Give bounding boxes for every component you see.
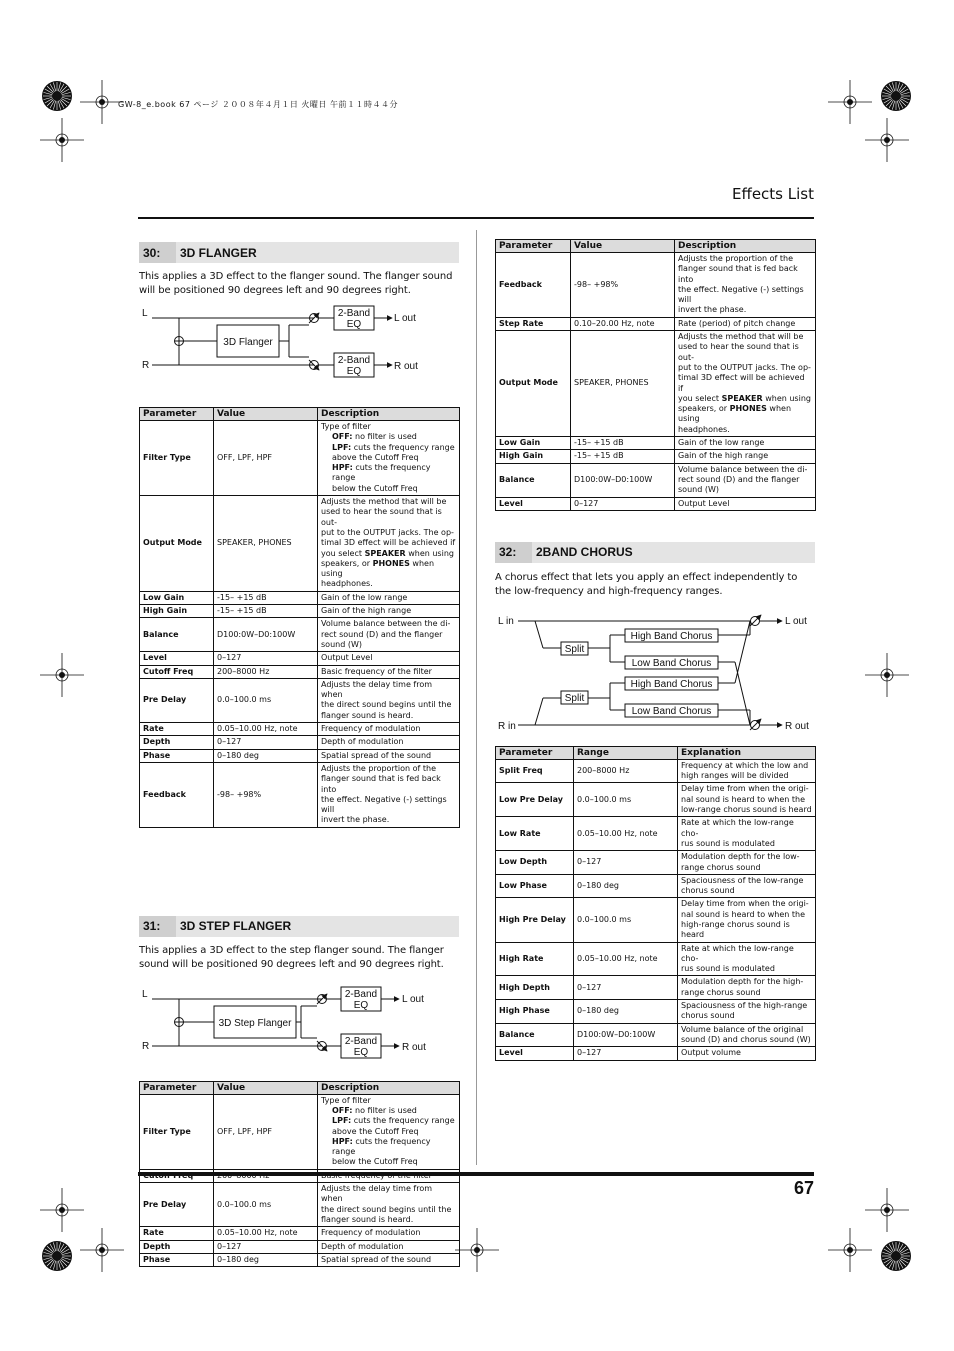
description-line: HPF: cuts the frequency range [332, 1136, 431, 1157]
description-line: you select SPEAKER when using [321, 548, 454, 558]
description-line: Delay time from when the origi- [681, 899, 809, 909]
diagram-block-label: 3D Flanger [223, 337, 273, 348]
diagram-label-r: R [142, 1040, 150, 1052]
running-head: Effects List [732, 185, 814, 203]
param-value: 0.05–10.00 Hz, note [214, 723, 318, 736]
description-line: flanger sound that is fed back into [678, 264, 798, 284]
description-line: the effect. Negative (-) settings will [678, 284, 804, 305]
eq-label-top-1: 2-Band [337, 308, 371, 319]
description-line: Output volume [681, 1048, 741, 1058]
section-heading-3d-step-flanger [139, 916, 459, 937]
param-name: Phase [140, 749, 214, 762]
section-title: 3D FLANGER [180, 245, 257, 260]
description-line: Output Level [321, 653, 373, 663]
param-description [318, 496, 460, 592]
param-name: Level [496, 1047, 574, 1060]
param-name: Filter Type [140, 421, 214, 496]
description-line: Frequency of modulation [321, 724, 421, 734]
param-name: Level [140, 652, 214, 665]
param-description [678, 898, 816, 942]
description-line: the direct sound begins until the [321, 1204, 452, 1214]
description-line: headphones. [321, 579, 373, 589]
description-line: Frequency of modulation [321, 1228, 421, 1238]
param-name: Low Rate [496, 817, 574, 851]
book-info: GW-8_e.book 67 ページ ２００８年４月１日 火曜日 午前１１時４４分 [118, 100, 398, 109]
param-value: 0–180 deg [574, 874, 678, 898]
description-line: speakers, or PHONES when using [321, 558, 435, 579]
table-row [496, 817, 816, 851]
description-line: you select SPEAKER when using [678, 393, 811, 403]
section-description: A chorus effect that lets you apply an effect independently to the low-frequency and high-frequency ranges. [495, 571, 798, 597]
param-value: 0–127 [214, 652, 318, 665]
description-line: Gain of the high range [321, 606, 412, 616]
description-line: Rate at which the low-range cho- [681, 818, 794, 838]
table-row [140, 652, 460, 665]
right-column [495, 239, 815, 1061]
param-name: High Gain [140, 605, 214, 618]
description-line: rus sound is modulated [681, 964, 775, 974]
param-description [678, 759, 816, 783]
description-line: Modulation depth for the high- [681, 977, 804, 987]
diagram-label-l-in: L in [498, 615, 514, 627]
param-value: D100:0W–D0:100W [571, 463, 675, 497]
diagram-label-l-out: L out [402, 993, 424, 1005]
param-name: Balance [496, 1023, 574, 1047]
param-description [318, 1227, 460, 1240]
table-row [140, 665, 460, 678]
param-value: OFF, LPF, HPF [214, 421, 318, 496]
param-description [678, 874, 816, 898]
diagram-label-r-out: R out [785, 720, 809, 732]
description-line: OFF: no filter is used [332, 432, 417, 442]
description-line: speakers, or PHONES when using [678, 404, 792, 424]
description-line: above the Cutoff Freq [332, 452, 419, 462]
table-row [496, 497, 816, 510]
param-value: 0–180 deg [214, 1253, 318, 1266]
left-column [139, 242, 459, 1267]
column-header: Description [675, 240, 816, 253]
description-line: used to hear the sound that is out- [321, 507, 442, 527]
description-line: Adjusts the delay time from when [321, 679, 433, 700]
param-name: Split Freq [496, 759, 574, 783]
description-line: rect sound (D) and the flanger [321, 629, 443, 639]
description-line: nal sound is heard to when the [681, 909, 806, 919]
param-value: 0.0–100.0 ms [214, 678, 318, 722]
section-number: 30: [139, 242, 176, 263]
param-name: High Phase [496, 1000, 574, 1024]
param-description [675, 497, 816, 510]
description-line: put to the OUTPUT jacks. The op- [678, 362, 811, 372]
param-value: 0.05–10.00 Hz, note [214, 1227, 318, 1240]
param-name: High Rate [496, 942, 574, 976]
table-row [496, 898, 816, 942]
low-band-chorus-label: Low Band Chorus [631, 657, 712, 669]
description-line: rect sound (D) and the flanger [678, 474, 800, 484]
header-rule [138, 217, 814, 219]
param-description [678, 783, 816, 817]
param-description [675, 450, 816, 463]
param-name: Pre Delay [140, 1183, 214, 1227]
eq-label-top-2: EQ [346, 319, 362, 330]
footer-rule [138, 1172, 814, 1176]
description-line: nal sound is heard to when the [681, 794, 806, 804]
description-line: flanger sound is heard. [321, 710, 414, 720]
description-line: range chorus sound [681, 987, 761, 997]
param-value: D100:0W–D0:100W [214, 618, 318, 652]
param-description [318, 736, 460, 749]
table-row [140, 736, 460, 749]
eq-label-bottom-2: EQ [346, 366, 362, 377]
param-description [678, 817, 816, 851]
description-line: Adjusts the method that will be [678, 332, 804, 342]
description-line: Adjusts the proportion of the [678, 254, 793, 263]
table-row [496, 783, 816, 817]
param-name: Low Gain [496, 437, 571, 450]
param-name: Output Mode [496, 331, 571, 437]
description-line: Spaciousness of the low-range [681, 875, 804, 885]
param-name: Step Rate [496, 317, 571, 330]
split-label-bottom: Split [564, 692, 585, 704]
param-value: 200–8000 Hz [214, 665, 318, 678]
param-name: Depth [140, 1240, 214, 1253]
param-description [318, 1240, 460, 1253]
param-name: High Pre Delay [496, 898, 574, 942]
param-name: Balance [140, 618, 214, 652]
param-description [678, 851, 816, 875]
param-name: Phase [140, 1253, 214, 1266]
description-line: Basic frequency of the filter [321, 666, 432, 676]
param-name: Balance [496, 463, 571, 497]
description-line: chorus sound [681, 886, 735, 896]
column-header: Value [214, 1081, 318, 1094]
description-line: Gain of the low range [678, 438, 765, 448]
description-line: sound (W) [678, 485, 719, 495]
param-value: 0.0–100.0 ms [574, 783, 678, 817]
diagram-label-l: L [142, 988, 148, 1000]
table-row [496, 1000, 816, 1024]
param-name: Pre Delay [140, 678, 214, 722]
param-value: 0–127 [214, 736, 318, 749]
column-header: Explanation [678, 746, 816, 759]
description-line: Gain of the high range [678, 451, 769, 461]
param-value: 0.05–10.00 Hz, note [574, 942, 678, 976]
param-description [318, 1094, 460, 1169]
table-row [140, 618, 460, 652]
table-row [496, 253, 816, 318]
description-line: Spaciousness of the high-range [681, 1001, 808, 1011]
param-value: -15– +15 dB [214, 591, 318, 604]
param-description [675, 253, 816, 318]
description-line: above the Cutoff Freq [332, 1126, 419, 1136]
section-number: 31: [139, 916, 176, 937]
param-value: -98– +98% [214, 762, 318, 827]
param-description [318, 1183, 460, 1227]
param-name: Depth [140, 736, 214, 749]
parameter-table-2band-chorus [495, 746, 816, 1061]
column-divider [476, 230, 477, 1165]
param-description [318, 665, 460, 678]
description-line: Volume balance of the original [681, 1024, 804, 1034]
param-name: Low Pre Delay [496, 783, 574, 817]
description-line: used to hear the sound that is out- [678, 342, 799, 362]
param-value: -15– +15 dB [214, 605, 318, 618]
section-description: This applies a 3D effect to the flanger sound. The flanger sound will be positioned 90 degrees left and 90 degrees right. [139, 271, 453, 296]
description-line: LPF: cuts the frequency range [332, 442, 455, 452]
param-name: Level [496, 497, 571, 510]
description-line: Spatial spread of the sound [321, 750, 432, 760]
table-row [496, 1023, 816, 1047]
description-line: timal 3D effect will be achieved if [678, 373, 805, 393]
param-name: Low Phase [496, 874, 574, 898]
table-row [496, 463, 816, 497]
table-row [140, 749, 460, 762]
param-value: 200–8000 Hz [574, 759, 678, 783]
param-name: Low Depth [496, 851, 574, 875]
description-line: invert the phase. [678, 305, 747, 315]
param-value: 0–127 [574, 1047, 678, 1060]
param-description [318, 421, 460, 496]
column-header: Value [571, 240, 675, 253]
table-row [140, 1227, 460, 1240]
signal-flow-diagram-3d-flanger [139, 305, 459, 395]
section-title: 3D STEP FLANGER [180, 919, 292, 934]
table-row-group [140, 1169, 460, 1266]
description-line: Rate at which the low-range cho- [681, 943, 794, 963]
eq-label-bottom-1: 2-Band [337, 355, 371, 366]
description-line: range chorus sound [681, 862, 761, 872]
param-name: Feedback [140, 762, 214, 827]
param-description [318, 618, 460, 652]
param-value: 0.0–100.0 ms [214, 1183, 318, 1227]
section-heading-2band-chorus [495, 542, 815, 563]
table-row [496, 759, 816, 783]
description-line: Adjusts the proportion of the [321, 763, 436, 773]
split-label-top: Split [564, 643, 585, 655]
column-header: Parameter [140, 1081, 214, 1094]
column-header: Value [214, 408, 318, 421]
description-line: Modulation depth for the low- [681, 852, 800, 862]
param-description [678, 942, 816, 976]
signal-flow-diagram-3d-step-flanger [139, 986, 459, 1076]
param-value: SPEAKER, PHONES [571, 331, 675, 437]
param-value: -15– +15 dB [571, 450, 675, 463]
description-line: put to the OUTPUT jacks. The op- [321, 527, 454, 537]
param-description [318, 678, 460, 722]
diagram-block-label: 3D Step Flanger [218, 1017, 292, 1029]
diagram-label-l-out: L out [394, 313, 416, 324]
description-line: chorus sound [681, 1011, 735, 1021]
param-name: Rate [140, 723, 214, 736]
param-description [678, 1047, 816, 1060]
param-description [318, 762, 460, 827]
param-description [678, 1000, 816, 1024]
high-band-chorus-label: High Band Chorus [630, 630, 713, 642]
table-row [140, 762, 460, 827]
param-name: Low Gain [140, 591, 214, 604]
column-header: Parameter [140, 408, 214, 421]
description-line: Frequency at which the low and [681, 760, 809, 770]
table-row [496, 450, 816, 463]
description-line: below the Cutoff Freq [332, 1157, 418, 1167]
param-description [678, 1023, 816, 1047]
description-line: sound (D) and chorus sound (W) [681, 1034, 811, 1044]
table-row-group [496, 253, 816, 331]
table-row [140, 1240, 460, 1253]
description-line: heard [681, 930, 705, 940]
table-row [140, 591, 460, 604]
description-line: Adjusts the method that will be [321, 497, 447, 507]
description-line: Type of filter [321, 422, 371, 431]
description-line: the effect. Negative (-) settings will [321, 794, 447, 815]
param-description [318, 749, 460, 762]
eq-label-top-1: 2-Band [344, 988, 378, 1000]
section-number: 32: [495, 542, 532, 563]
table-row [140, 421, 460, 496]
description-line: Adjusts the delay time from when [321, 1184, 433, 1204]
table-row [496, 976, 816, 1000]
param-name: Cutoff Freq [140, 665, 214, 678]
param-description [675, 463, 816, 497]
param-description [318, 652, 460, 665]
description-line: Volume balance between the di- [321, 619, 451, 629]
param-value: -98– +98% [571, 253, 675, 318]
param-description [675, 317, 816, 330]
description-line: sound (W) [321, 639, 362, 649]
param-value: 0–180 deg [214, 749, 318, 762]
column-header: Description [318, 1081, 460, 1094]
table-row [496, 874, 816, 898]
param-value: -15– +15 dB [571, 437, 675, 450]
param-description [318, 1253, 460, 1266]
diagram-label-r-out: R out [394, 361, 418, 372]
section-title: 2BAND CHORUS [536, 545, 633, 560]
column-header: Parameter [496, 240, 571, 253]
param-name: Filter Type [140, 1094, 214, 1169]
description-line: flanger sound that is fed back into [321, 774, 441, 794]
description-line: Delay time from when the origi- [681, 784, 809, 794]
section-description: This applies a 3D effect to the step flanger sound. The flanger sound will be positioned 90 degrees left and 90 degrees right. [139, 944, 444, 970]
page-number: 67 [793, 1178, 814, 1198]
table-row [496, 942, 816, 976]
eq-label-top-2: EQ [353, 999, 369, 1011]
description-line: OFF: no filter is used [332, 1105, 417, 1115]
parameter-table-3d-flanger [139, 407, 460, 828]
param-value: SPEAKER, PHONES [214, 496, 318, 592]
table-row [140, 605, 460, 618]
table-row-group [496, 437, 816, 511]
table-row [140, 1183, 460, 1227]
param-value: 0–127 [574, 851, 678, 875]
table-row [140, 1094, 460, 1169]
table-row [496, 1047, 816, 1060]
table-row-group [496, 759, 816, 1060]
table-row [140, 496, 460, 592]
table-row [140, 723, 460, 736]
table-row [496, 851, 816, 875]
high-band-chorus-label: High Band Chorus [630, 678, 713, 690]
table-row-group [140, 665, 460, 827]
diagram-label-r-in: R in [498, 720, 516, 732]
description-line: Output Level [678, 498, 730, 508]
param-description [318, 591, 460, 604]
description-line: LPF: cuts the frequency range [332, 1116, 455, 1126]
table-row [496, 437, 816, 450]
param-description [678, 976, 816, 1000]
eq-label-bottom-2: EQ [353, 1046, 369, 1058]
diagram-label-l-out: L out [785, 615, 807, 627]
signal-flow-diagram-2band-chorus [495, 613, 815, 733]
param-name: High Depth [496, 976, 574, 1000]
param-value: 0–127 [574, 976, 678, 1000]
table-row [496, 317, 816, 330]
column-header: Parameter [496, 746, 574, 759]
description-line: invert the phase. [321, 815, 390, 825]
param-value: 0.0–100.0 ms [574, 898, 678, 942]
column-header: Range [574, 746, 678, 759]
description-line: Volume balance between the di- [678, 464, 808, 474]
param-description [318, 605, 460, 618]
column-header: Description [318, 408, 460, 421]
param-value: 0–127 [214, 1240, 318, 1253]
description-line: Depth of modulation [321, 1241, 404, 1251]
param-value: 0.05–10.00 Hz, note [574, 817, 678, 851]
param-description [318, 723, 460, 736]
description-line: Type of filter [321, 1095, 371, 1105]
param-value: 0.10–20.00 Hz, note [571, 317, 675, 330]
param-name: High Gain [496, 450, 571, 463]
description-line: high ranges will be divided [681, 771, 789, 781]
param-name: Feedback [496, 253, 571, 318]
param-description [675, 437, 816, 450]
param-value: 0–180 deg [574, 1000, 678, 1024]
description-line: timal 3D effect will be achieved if [321, 538, 456, 548]
description-line: high-range chorus sound is [681, 919, 790, 929]
param-value: 0–127 [571, 497, 675, 510]
description-line: below the Cutoff Freq [332, 483, 418, 493]
description-line: HPF: cuts the frequency range [332, 463, 431, 483]
param-value: OFF, LPF, HPF [214, 1094, 318, 1169]
description-line: rus sound is modulated [681, 838, 775, 848]
param-value: D100:0W–D0:100W [574, 1023, 678, 1047]
table-row [140, 678, 460, 722]
description-line: headphones. [678, 424, 730, 434]
description-line: low-range chorus sound is heard [681, 805, 812, 815]
table-row [140, 1253, 460, 1266]
eq-label-bottom-1: 2-Band [344, 1035, 378, 1047]
description-line: Rate (period) of pitch change [678, 318, 796, 328]
description-line: the direct sound begins until the [321, 700, 452, 710]
param-name: Rate [140, 1227, 214, 1240]
description-line: flanger sound is heard. [321, 1214, 414, 1224]
table-row [496, 331, 816, 437]
diagram-label-l: L [142, 308, 148, 319]
low-band-chorus-label: Low Band Chorus [631, 705, 712, 717]
diagram-label-r-out: R out [402, 1041, 426, 1053]
description-line: Depth of modulation [321, 737, 404, 747]
section-heading-3d-flanger [139, 242, 459, 263]
diagram-label-r: R [142, 360, 150, 371]
param-name: Output Mode [140, 496, 214, 592]
param-description [675, 331, 816, 437]
parameter-table-3d-step-flanger-continued [495, 239, 816, 511]
description-line: Gain of the low range [321, 592, 408, 602]
description-line: Spatial spread of the sound [321, 1254, 432, 1264]
